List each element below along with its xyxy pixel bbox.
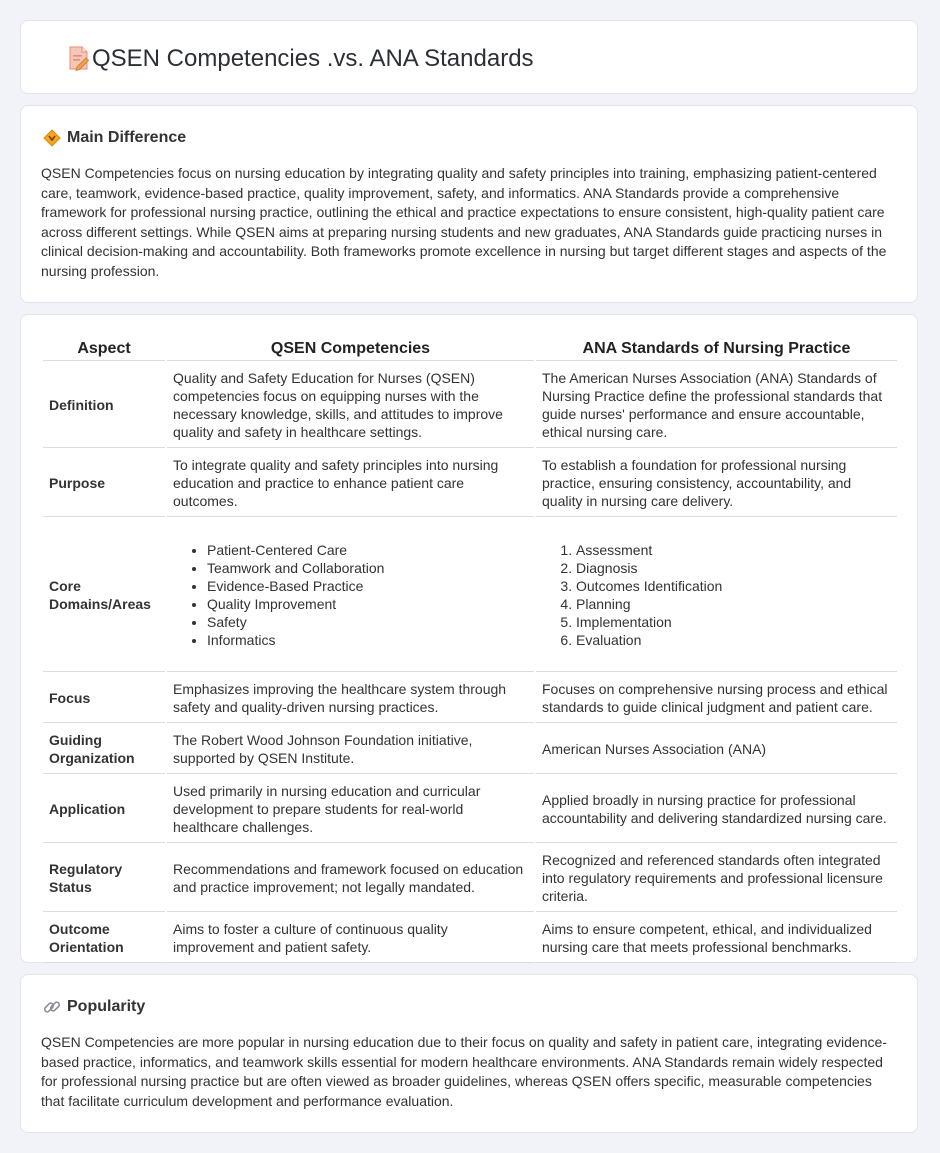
row-aspect: Core Domains/Areas [43,519,165,672]
popularity-header [42,996,145,1018]
title-card [20,20,918,94]
table-header-row [43,337,897,361]
row-qsen: Used primarily in nursing education and curricular development to prepare students for real-world healthcare challenges. [167,776,534,843]
row-aspect: Outcome Orientation [43,914,165,963]
ana-standards-list [542,541,891,649]
table-row [43,914,897,963]
list-item: 4. Planning [576,595,891,613]
qsen-domain-list [173,541,528,649]
row-ana: The American Nurses Association (ANA) Standards of Nursing Practice define the professional standards that guide nurses' performance and ensure accountable, ethical nursing care. [536,363,897,448]
row-aspect: Definition [43,363,165,448]
row-qsen: To integrate quality and safety principles into nursing education and practice to enhance patient care outcomes. [167,450,534,517]
list-item: • Evidence-Based Practice [207,577,528,595]
row-aspect: Regulatory Status [43,845,165,912]
popularity-card [20,974,918,1133]
popularity-heading: Popularity [67,998,146,1015]
main-difference-heading: Main Difference [67,129,187,146]
row-qsen: Quality and Safety Education for Nurses (QSEN) competencies focus on equipping nurses with the necessary knowledge, skills, and attitudes to improve quality and safety in healthcare settings. [167,363,534,448]
list-item: 5. Implementation [576,613,891,631]
comparison-table-card [20,314,918,963]
list-item: 6. Evaluation [576,631,891,649]
row-ana: American Nurses Association (ANA) [536,725,897,774]
main-difference-card [20,105,918,303]
comparison-table [41,335,899,965]
row-ana: Recognized and referenced standards often integrated into regulatory requirements and professional licensure criteria. [536,845,897,912]
table-row [43,845,897,912]
diamond-warning-icon [42,128,62,148]
row-aspect: Purpose [43,450,165,517]
table-row [43,776,897,843]
row-aspect: Focus [43,674,165,723]
list-item: • Quality Improvement [207,595,528,613]
list-item: • Safety [207,613,528,631]
table-row [43,674,897,723]
list-item: • Informatics [207,631,528,649]
page-title: QSEN Competencies .vs. ANA Standards [92,45,534,72]
row-aspect: Application [43,776,165,843]
list-item: 2. Diagnosis [576,559,891,577]
list-item: • Teamwork and Collaboration [207,559,528,577]
row-qsen [167,519,534,672]
row-qsen: Emphasizes improving the healthcare system through safety and quality-driven nursing practices. [167,674,534,723]
row-aspect: Guiding Organization [43,725,165,774]
row-ana: Aims to ensure competent, ethical, and individualized nursing care that meets professional benchmarks. [536,914,897,963]
link-icon [42,997,62,1017]
row-ana [536,519,897,672]
table-row [43,450,897,517]
popularity-text: QSEN Competencies are more popular in nursing education due to their focus on quality and safety in patient care, integrating evidence-based practice, informatics, and teamwork skills essential for modern healthcare environments. ANA Standards remain widely respected for professional nursing practice but are often viewed as broader guidelines, whereas QSEN offers specific, measurable competencies that facilitate curriculum development and performance evaluation. [41,1034,887,1109]
table-row [43,519,897,672]
row-ana: To establish a foundation for professional nursing practice, ensuring consistency, accountability, and quality in nursing care delivery. [536,450,897,517]
column-header-aspect: Aspect [43,337,165,361]
column-header-qsen: QSEN Competencies [167,337,534,361]
row-qsen: The Robert Wood Johnson Foundation initiative, supported by QSEN Institute. [167,725,534,774]
document-edit-icon [67,45,91,71]
table-row [43,725,897,774]
list-item: • Patient-Centered Care [207,541,528,559]
main-difference-header [42,127,186,149]
list-item: 3. Outcomes Identification [576,577,891,595]
row-qsen: Aims to foster a culture of continuous quality improvement and patient safety. [167,914,534,963]
column-header-ana: ANA Standards of Nursing Practice [536,337,897,361]
table-row [43,363,897,448]
row-qsen: Recommendations and framework focused on education and practice improvement; not legally mandated. [167,845,534,912]
row-ana: Focuses on comprehensive nursing process and ethical standards to guide clinical judgment and patient care. [536,674,897,723]
list-item: 1. Assessment [576,541,891,559]
main-difference-text: QSEN Competencies focus on nursing education by integrating quality and safety principles into training, emphasizing patient-centered care, teamwork, evidence-based practice, quality improvement, safety, and informatics. ANA Standards provide a comprehensive framework for professional nursing practice, outlining the ethical and practice expectations to ensure consistent, high-quality patient care across different settings. While QSEN aims at preparing nursing students and new graduates, ANA Standards guide practicing nurses in clinical decision-making and accountability. Both frameworks promote excellence in nursing but target different stages and aspects of the nursing profession. [41,165,887,279]
row-ana: Applied broadly in nursing practice for professional accountability and delivering standardized nursing care. [536,776,897,843]
